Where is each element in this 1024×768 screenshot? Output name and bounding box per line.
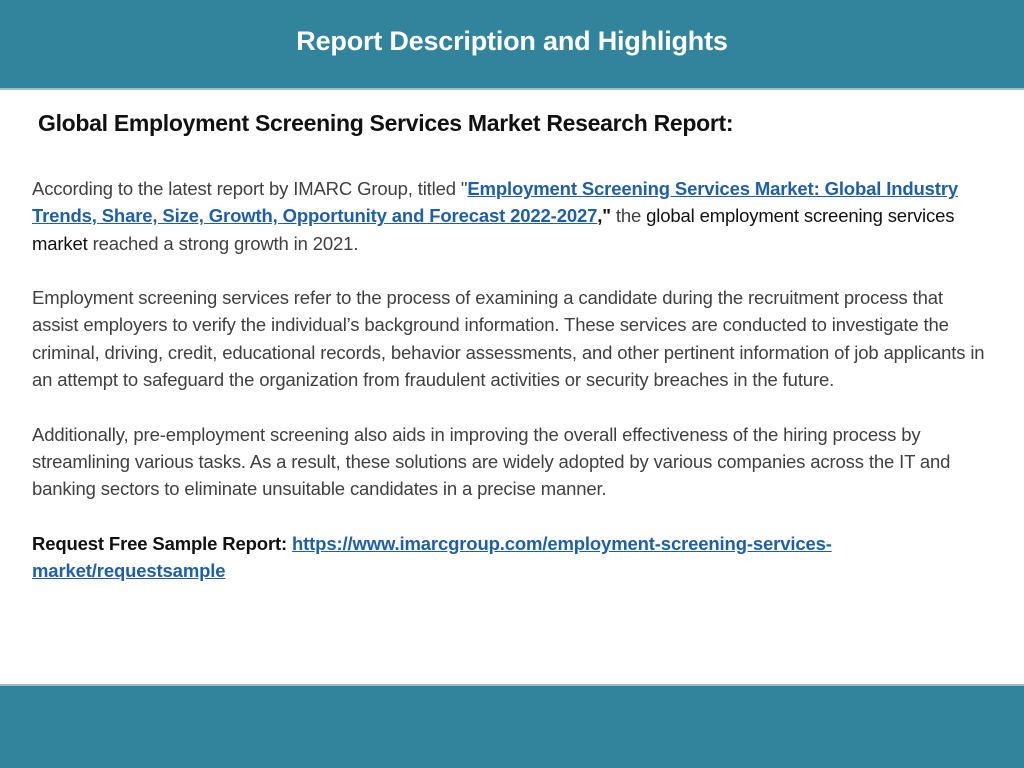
- intro-lead-text: According to the latest report by IMARC Group, titled ": [32, 178, 468, 199]
- report-title-link[interactable]: Employment Screening Services Market: Global Industry Trends, Share, Size, Growth, Opportunity and Forecast 2022-2027: [32, 178, 959, 227]
- footer-band: [0, 684, 1024, 768]
- intro-mid-text: the: [610, 205, 647, 227]
- definition-paragraph: Employment screening services refer to the process of examining a candidate during the recruitment process that assist employers to verify the individual’s background information. These services are conducted to investigate the criminal, driving, credit, educational records, behavior assessments, and other pertinent information of job applicants in an attempt to safeguard the organization from fraudulent activities or security breaches in the future.: [32, 287, 985, 391]
- additional-paragraph: Additionally, pre-employment screening also aids in improving the overall effectiveness of the hiring process by streamlining various tasks. As a result, these solutions are widely adopted by various companies across the IT and banking sectors to eliminate unsuitable candidates in a precise manner.: [32, 423, 951, 500]
- market-phrase: global employment screening services market: [32, 205, 955, 254]
- intro-paragraph: [32, 175, 992, 257]
- section-heading: Global Employment Screening Services Market Research Report:: [38, 110, 734, 136]
- header-band: [0, 0, 1024, 90]
- sample-url-link[interactable]: https://www.imarcgroup.com/employment-screening-services-market/requestsample: [32, 532, 832, 582]
- sample-request: [32, 530, 992, 585]
- page-title: Report Description and Highlights: [296, 26, 728, 56]
- closing-quote: ,": [597, 205, 611, 227]
- intro-tail-text: reached a strong growth in 2021.: [87, 232, 359, 254]
- report-content: [32, 175, 992, 612]
- sample-label: Request Free Sample Report:: [32, 532, 293, 554]
